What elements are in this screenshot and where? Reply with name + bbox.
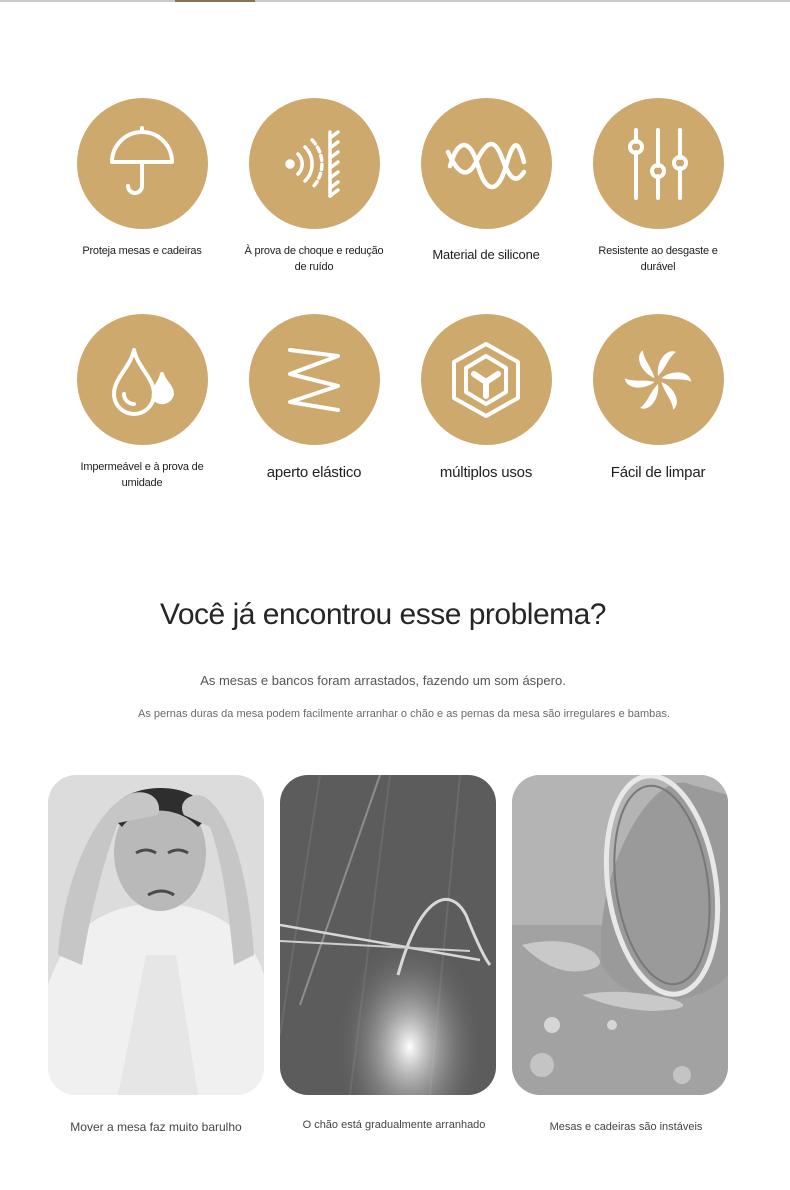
card-caption: Mesas e cadeiras são instáveis [549, 1121, 703, 1133]
feature-circle [77, 98, 208, 229]
problem-subtitle: As mesas e bancos foram arrastados, fazendo um som áspero. [200, 673, 566, 688]
problem-title: Você já encontrou esse problema? [160, 598, 606, 631]
scratched-floor-photo [280, 775, 496, 1095]
sound-barrier-icon [272, 122, 356, 206]
feature-label: À prova de choque e redução de ruído [244, 245, 384, 273]
feature-silicone [400, 98, 572, 263]
feature-shockproof [228, 98, 400, 275]
feature-easyclean [572, 314, 744, 483]
feature-waterproof [56, 314, 228, 491]
problem-description: As pernas duras da mesa podem facilmente arranhar o chão e as pernas da mesa são irregulares e bambas. [138, 708, 670, 720]
feature-elastic [228, 314, 400, 483]
feature-multiuse [400, 314, 572, 483]
water-drop-icon [100, 338, 184, 422]
umbrella-icon [100, 122, 184, 206]
feature-circle [249, 98, 380, 229]
feature-durable [572, 98, 744, 275]
feature-circle [593, 98, 724, 229]
sliders-icon [616, 122, 700, 206]
card-glass-photo [512, 775, 728, 1095]
tipped-glass-photo [512, 775, 728, 1095]
wave-icon [444, 122, 528, 206]
feature-label: Fácil de limpar [610, 464, 706, 481]
feature-circle [593, 314, 724, 445]
card-caption: O chão está gradualmente arranhado [302, 1119, 486, 1131]
feature-label: aperto elástico [266, 464, 362, 481]
feature-circle [421, 314, 552, 445]
stressed-man-photo [48, 775, 264, 1095]
feature-label: Proteja mesas e cadeiras [82, 245, 202, 257]
feature-circle [249, 314, 380, 445]
feature-circle [421, 98, 552, 229]
feature-label: Resistente ao desgaste e durável [598, 245, 718, 273]
feature-label: Material de silicone [432, 247, 540, 262]
spring-icon [272, 338, 356, 422]
card-noise-photo [48, 775, 264, 1095]
hexagon-cube-icon [444, 338, 528, 422]
feature-circle [77, 314, 208, 445]
card-caption: Mover a mesa faz muito barulho [70, 1120, 242, 1134]
feature-label: Impermeável e à prova de umidade [80, 461, 204, 489]
top-divider [0, 0, 790, 2]
pinwheel-icon [616, 338, 700, 422]
feature-protect [56, 98, 228, 259]
card-floor-photo [280, 775, 496, 1095]
feature-label: múltiplos usos [439, 464, 533, 481]
